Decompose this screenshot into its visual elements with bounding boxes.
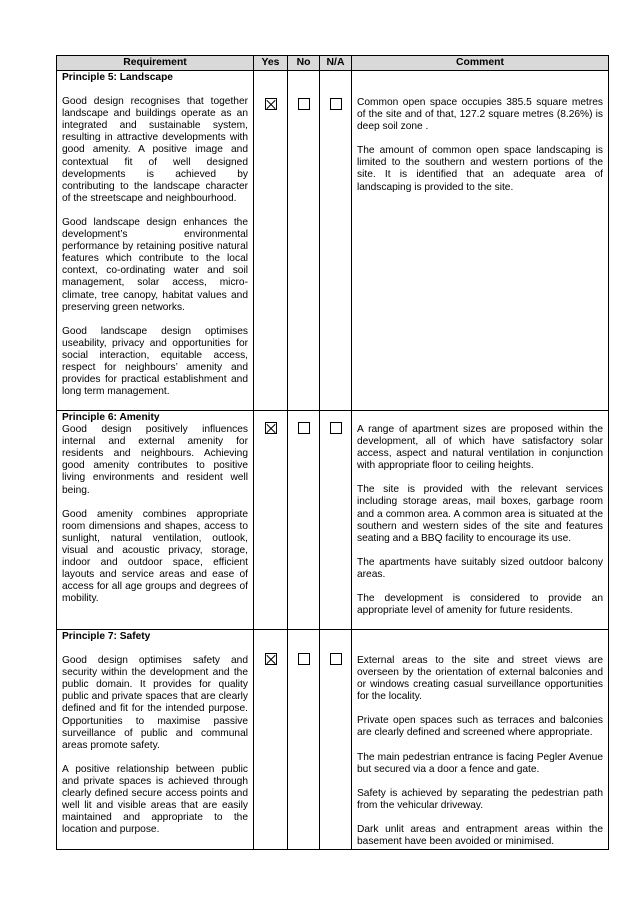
principle-title: Principle 7: Safety: [62, 631, 151, 642]
header-no: No: [288, 56, 320, 71]
comment-text: Common open space occupies 385.5 square metres of the site and of that, 127.2 square metres (8.26%) is deep soil zone .: [357, 97, 603, 133]
na-cell: [320, 411, 352, 630]
yes-checkbox[interactable]: [265, 653, 277, 665]
no-checkbox[interactable]: [298, 98, 310, 110]
requirement-text: Good design recognises that together landscape and buildings operate as an integrated and sustainable system, resulting in attractive developments with good amenity. A positive image and contextual fit of well designed developments is achieved by contributing to the landscape character of the streetscape and neighbourhood.: [62, 96, 248, 204]
principle-title: Principle 5: Landscape: [62, 72, 173, 83]
requirement-cell: [57, 71, 254, 411]
comment-text: Safety is achieved by separating the pedestrian path from the vehicular driveway.: [357, 787, 603, 811]
header-yes: Yes: [254, 56, 288, 71]
requirement-cell: [57, 411, 254, 630]
no-checkbox[interactable]: [298, 653, 310, 665]
principle-title: Principle 6: Amenity: [62, 412, 160, 423]
na-checkbox[interactable]: [330, 653, 342, 665]
comment-text: The amount of common open space landscaping is limited to the southern and western portions of the site. It is identified that an adequate area of landscaping is provided to the site.: [357, 145, 603, 193]
comment-text: The apartments have suitably sized outdoor balcony areas.: [357, 556, 603, 580]
requirement-text: Good design optimises safety and security within the development and the public domain. It provides for quality public and private spaces that are clearly defined and fit for the intended purpose. Opportunities to maximise passive surveillance of public and communal areas promote safety.: [62, 655, 248, 751]
table-row-safety: [57, 630, 609, 850]
no-cell: [288, 71, 320, 411]
no-checkbox[interactable]: [298, 422, 310, 434]
comment-text: The site is provided with the relevant services including storage areas, mail boxes, garbage room and a common area. A common area is situated at the southern and western sides of the site and features seating and a BBQ facility to encourage its use.: [357, 484, 603, 544]
comment-text: The development is considered to provide an appropriate level of amenity for future residents.: [357, 593, 603, 617]
table-row-landscape: [57, 71, 609, 411]
yes-checkbox[interactable]: [265, 422, 277, 434]
header-na: N/A: [320, 56, 352, 71]
comment-cell: [352, 630, 609, 850]
comment-cell: [352, 411, 609, 630]
yes-checkbox[interactable]: [265, 98, 277, 110]
na-checkbox[interactable]: [330, 422, 342, 434]
na-checkbox[interactable]: [330, 98, 342, 110]
comment-text: Dark unlit areas and entrapment areas within the basement have been avoided or minimised.: [357, 823, 603, 848]
requirement-text: Good landscape design enhances the development’s environmental performance by retaining positive natural features which contribute to the local context, co-ordinating water and soil management, solar access, micro-climate, tree canopy, habitat values and preserving green networks.: [62, 216, 248, 313]
header-requirement: Requirement: [57, 56, 254, 71]
comment-text: A range of apartment sizes are proposed within the development, all of which have satisfactory solar access, aspect and natural ventilation in conjunction with appropriate floor to ceiling heights.: [357, 424, 603, 472]
yes-cell: [254, 630, 288, 850]
header-comment: Comment: [352, 56, 609, 71]
no-cell: [288, 411, 320, 630]
header-row: [57, 56, 609, 71]
requirement-text: Good amenity combines appropriate room dimensions and shapes, access to sunlight, natural ventilation, outlook, visual and acoustic privacy, storage, indoor and outdoor space, efficient layouts and service areas and ease of access for all age groups and degrees of mobility.: [62, 508, 248, 605]
requirement-text: Good landscape design optimises useability, privacy and opportunities for social interaction, equitable access, respect for neighbours’ amenity and provides for practical establishment and long term management.: [62, 325, 248, 398]
comment-cell: [352, 71, 609, 411]
yes-cell: [254, 411, 288, 630]
no-cell: [288, 630, 320, 850]
na-cell: [320, 71, 352, 411]
comment-text: External areas to the site and street views are overseen by the orientation of external balconies and or windows creating casual surveillance opportunities for the locality.: [357, 655, 603, 703]
comment-text: Private open spaces such as terraces and balconies are clearly defined and screened where appropriate.: [357, 715, 603, 739]
requirement-text: A positive relationship between public and private spaces is achieved through clearly defined secure access points and well lit and visible areas that are easily maintained and appropriate to the location and purpose.: [62, 763, 248, 836]
table-row-amenity: [57, 411, 609, 630]
yes-cell: [254, 71, 288, 411]
comment-text: The main pedestrian entrance is facing Pegler Avenue but secured via a door a fence and gate.: [357, 751, 603, 775]
requirements-table: [56, 55, 609, 850]
requirement-cell: [57, 630, 254, 850]
na-cell: [320, 630, 352, 850]
requirement-text: Good design positively influences internal and external amenity for residents and neighbours. Achieving good amenity contributes to positive living environments and resident well being.: [62, 424, 248, 496]
